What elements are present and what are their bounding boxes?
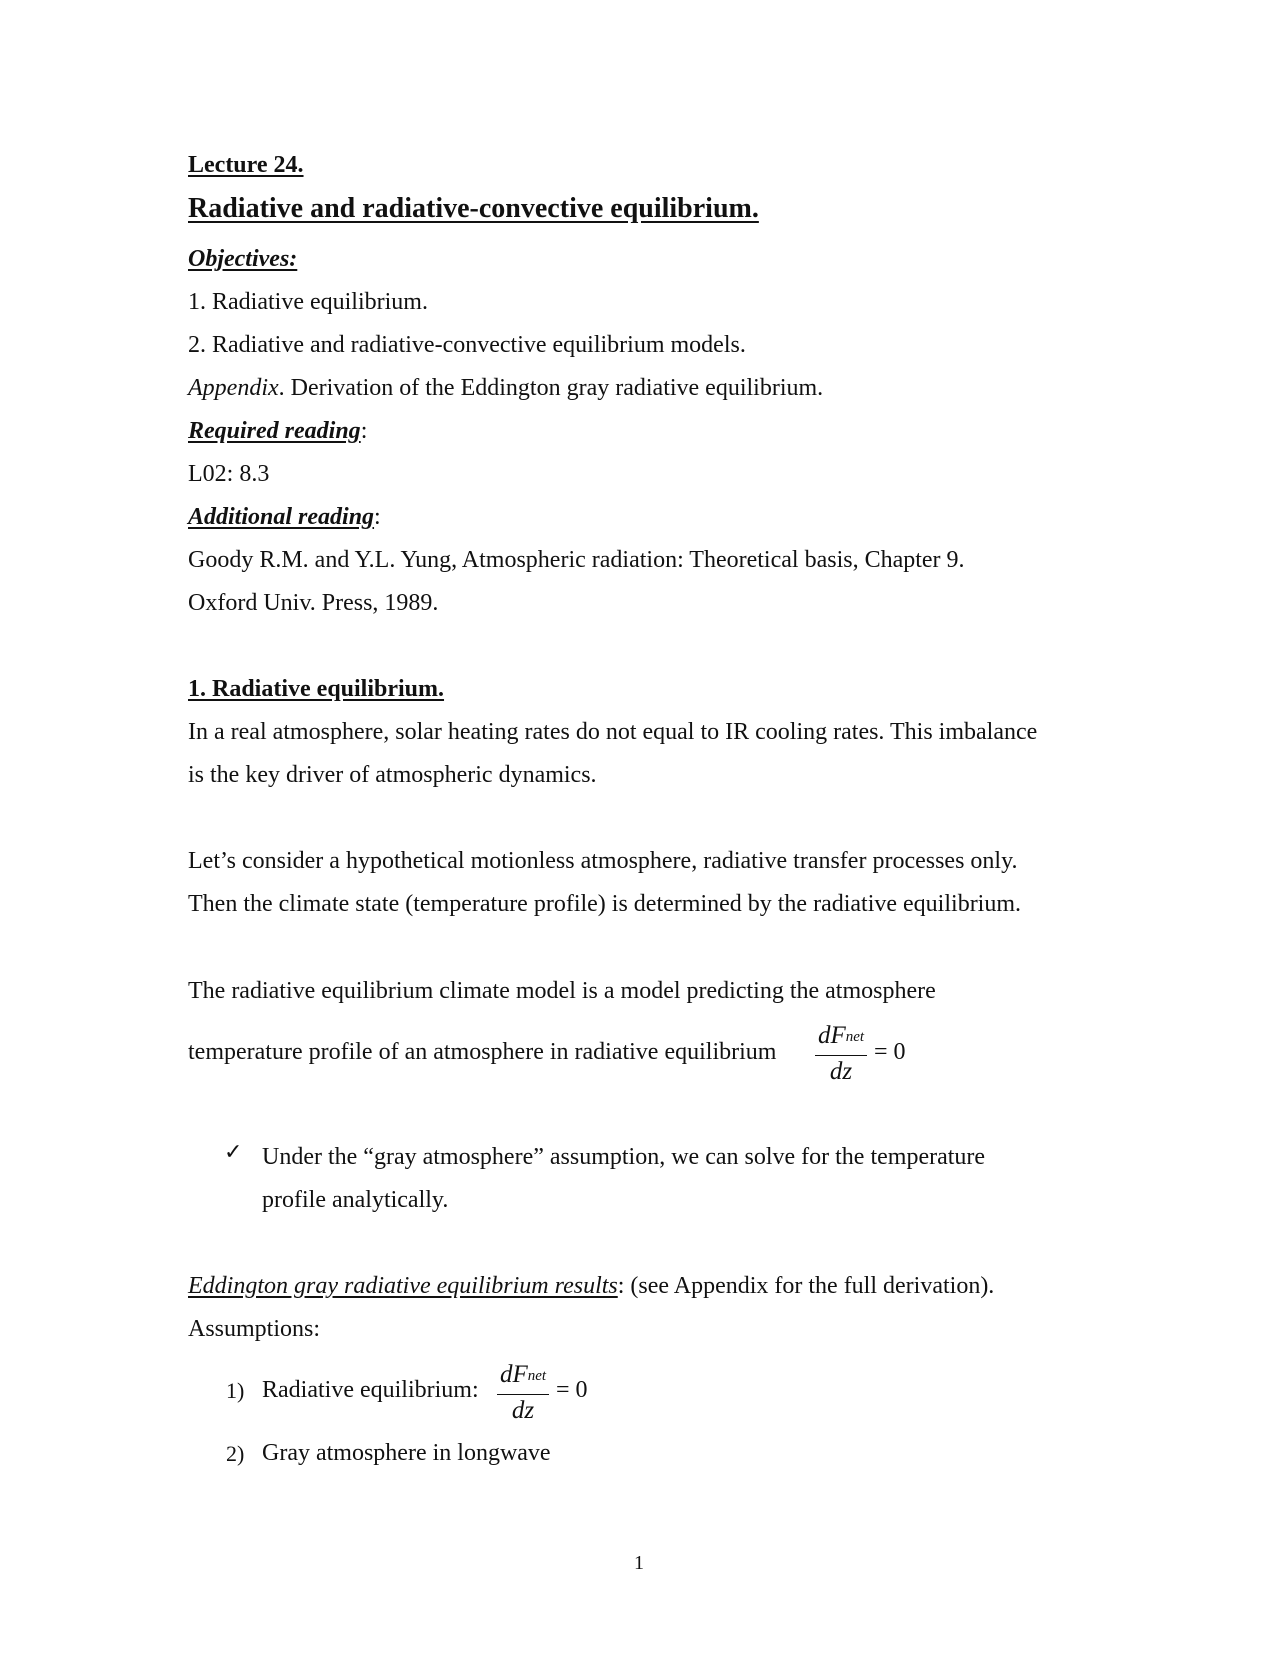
additional-reading-line-1: Goody R.M. and Y.L. Yung, Atmospheric radiation: Theoretical basis, Chapter 9.	[188, 547, 965, 573]
assumption-1-fraction-bar	[497, 1394, 549, 1395]
assumption-1-text: Radiative equilibrium:	[262, 1377, 479, 1403]
objectives-heading: Objectives:	[188, 246, 298, 272]
lecture-title: Radiative and radiative-convective equilibrium.	[188, 193, 759, 224]
equation-rhs: = 0	[874, 1039, 906, 1065]
assumptions-label: Assumptions:	[188, 1316, 321, 1342]
assumption-1-fraction	[497, 1361, 549, 1425]
eddington-results-note: : (see Appendix for the full derivation).	[617, 1273, 995, 1299]
additional-reading-line-2: Oxford Univ. Press, 1989.	[188, 590, 439, 616]
objective-appendix	[188, 373, 823, 403]
required-reading-text: L02: 8.3	[188, 461, 270, 487]
required-reading-heading	[188, 416, 367, 446]
assumption-2-number: 2)	[226, 1441, 245, 1466]
paragraph-1-line-1: In a real atmosphere, solar heating rates do not equal to IR cooling rates. This imbalance	[188, 719, 1038, 745]
eddington-results-label: Eddington gray radiative equilibrium results	[188, 1273, 618, 1299]
equation-fraction	[815, 1022, 867, 1086]
paragraph-3-line-1: The radiative equilibrium climate model is a model predicting the atmosphere	[188, 978, 936, 1004]
additional-reading-label: Additional reading	[188, 504, 375, 530]
fraction-bar	[815, 1055, 867, 1056]
assumption-2-text: Gray atmosphere in longwave	[262, 1440, 551, 1466]
paragraph-1-line-2: is the key driver of atmospheric dynamics.	[188, 762, 597, 788]
paragraph-2-line-2: Then the climate state (temperature profile) is determined by the radiative equilibrium.	[188, 891, 1022, 917]
required-reading-colon: :	[360, 418, 368, 444]
assumption-1-number: 1)	[226, 1378, 245, 1403]
objective-item-2: 2. Radiative and radiative-convective equilibrium models.	[188, 332, 746, 358]
bullet-line-2: profile analytically.	[262, 1187, 449, 1213]
additional-reading-heading	[188, 502, 381, 532]
bullet-line-1: Under the “gray atmosphere” assumption, we can solve for the temperature	[262, 1144, 986, 1170]
objective-item-1: 1. Radiative equilibrium.	[188, 289, 428, 315]
assumption-1-denominator: dz	[511, 1397, 535, 1424]
page-number: 1	[634, 1552, 644, 1574]
equation-numerator: $dF_{net}$	[817, 1022, 865, 1049]
appendix-label: Appendix	[188, 375, 279, 401]
appendix-text: . Derivation of the Eddington gray radiative equilibrium.	[278, 375, 824, 401]
equation-denominator: dz	[829, 1058, 853, 1085]
assumption-1-numerator: $dF_{net}$	[499, 1361, 547, 1388]
checkmark-icon: ✓	[224, 1140, 243, 1165]
required-reading-label: Required reading	[188, 418, 361, 444]
section-1-heading: 1. Radiative equilibrium.	[188, 676, 445, 702]
paragraph-3-line-2: temperature profile of an atmosphere in radiative equilibrium	[188, 1039, 777, 1065]
lecture-number: Lecture 24.	[188, 152, 304, 178]
additional-reading-colon: :	[374, 504, 381, 530]
assumption-1-rhs: = 0	[556, 1377, 588, 1403]
eddington-results-line	[188, 1271, 994, 1301]
paragraph-2-line-1: Let’s consider a hypothetical motionless atmosphere, radiative transfer processes only.	[188, 848, 1018, 874]
